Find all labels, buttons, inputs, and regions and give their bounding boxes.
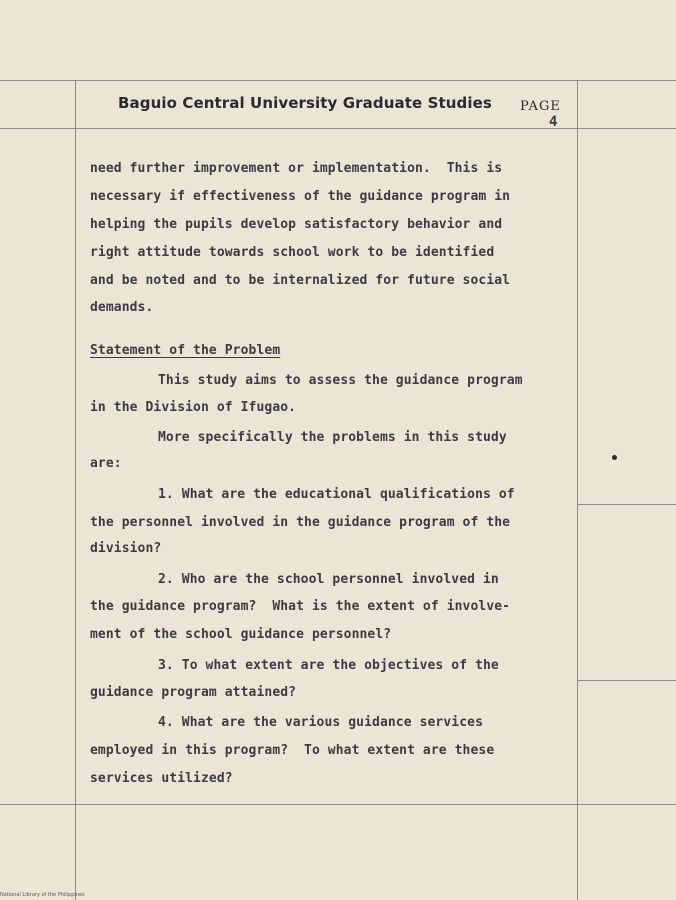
- question-line: guidance program attained?: [90, 685, 297, 700]
- question-line: 2. Who are the school personnel involved in: [158, 572, 499, 587]
- header-title: Baguio Central University Graduate Studies: [118, 94, 492, 112]
- paragraph-line: demands.: [90, 300, 154, 315]
- header-bottom-rule: [0, 128, 676, 129]
- question-line: the guidance program? What is the extent of involve-: [90, 599, 511, 614]
- paragraph-line: in the Division of Ifugao.: [90, 400, 297, 415]
- question-line: 4. What are the various guidance services: [158, 715, 483, 730]
- question-line: 3. To what extent are the objectives of the: [158, 658, 499, 673]
- ink-dot: [612, 455, 617, 460]
- question-line: services utilized?: [90, 771, 233, 786]
- paragraph-line: More specifically the problems in this study: [158, 430, 507, 445]
- footer-rule: [0, 804, 676, 805]
- question-line: the personnel involved in the guidance program of the: [90, 515, 511, 530]
- page-number: 4: [549, 114, 558, 130]
- right-margin-rule: [577, 80, 578, 900]
- paragraph-line: right attitude towards school work to be identified: [90, 245, 495, 260]
- section-heading: Statement of the Problem: [90, 343, 281, 358]
- right-margin-rule-1: [578, 504, 676, 505]
- question-line: division?: [90, 541, 162, 556]
- question-line: ment of the school guidance personnel?: [90, 627, 392, 642]
- footer-note: National Library of the Philippines: [0, 892, 85, 898]
- page-label: PAGE: [520, 99, 561, 114]
- paragraph-line: are:: [90, 456, 122, 471]
- paragraph-line: necessary if effectiveness of the guidance program in: [90, 189, 511, 204]
- paragraph-line: helping the pupils develop satisfactory behavior and: [90, 217, 503, 232]
- paragraph-line: and be noted and to be internalized for future social: [90, 273, 511, 288]
- question-line: 1. What are the educational qualifications of: [158, 487, 515, 502]
- left-margin-rule: [75, 80, 76, 900]
- paragraph-line: need further improvement or implementation. This is: [90, 161, 503, 176]
- paragraph-line: This study aims to assess the guidance program: [158, 373, 523, 388]
- header-top-rule: [0, 80, 676, 81]
- right-margin-rule-2: [578, 680, 676, 681]
- question-line: employed in this program? To what extent are these: [90, 743, 495, 758]
